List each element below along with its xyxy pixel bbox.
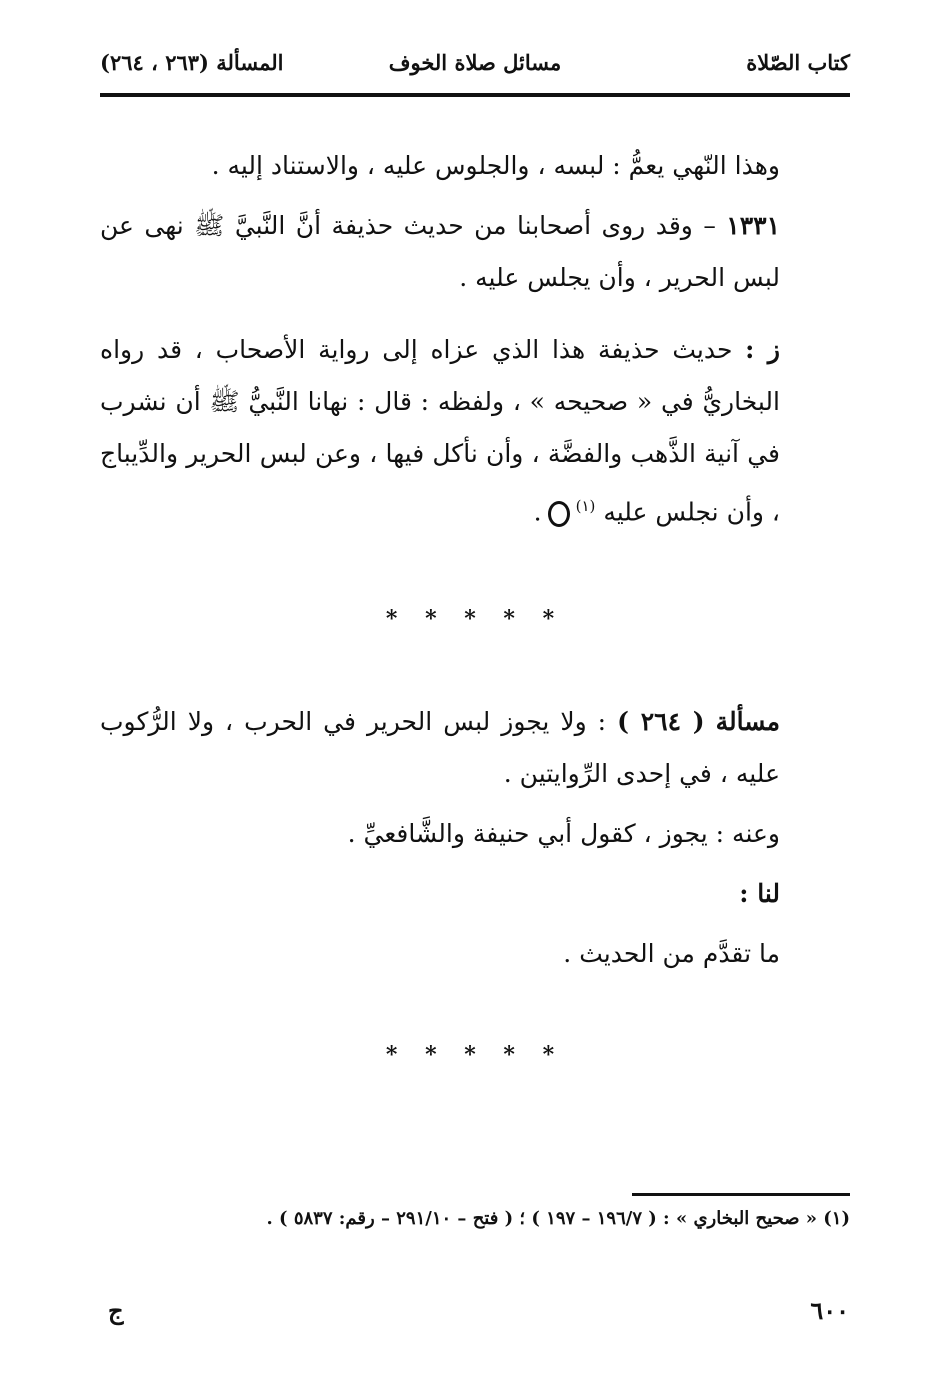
paragraph-our-evidence: لنا : <box>739 879 780 909</box>
section-separator-end: * * * * * <box>385 1042 565 1069</box>
footnote-reference: (١) <box>575 497 596 515</box>
commentary-marker: ز : <box>745 335 780 364</box>
header-divider <box>100 93 850 97</box>
main-text <box>100 140 850 1070</box>
header-book-title: كتاب الصّلاة <box>746 50 850 75</box>
paragraph-commentary <box>100 324 850 538</box>
hadith-number: ١٣٣١ <box>726 211 781 240</box>
paragraph-evidence-text: ما تقدَّم من الحديث . <box>563 939 780 969</box>
commentary-text: حديث حذيفة هذا الذي عزاه إلى رواية الأصحاب ، قد رواه البخاريُّ في « صحيحه » ، ولفظه : قال : نهانا النَّبيُّ ﷺ أن نشرب في آنية الذَّهب والفضَّة ، وأن نأكل فيها ، وعن لبس الحرير والدِّيباج ، وأن نجلس عليه <box>100 335 780 527</box>
issue-text: : ولا يجوز لبس الحرير في الحرب ، ولا الرُّكوب عليه ، في إحدى الرِّوايتين . <box>100 707 780 789</box>
issue-number: ( ٢٦٤ ) <box>617 707 705 737</box>
commentary-end: . <box>533 497 542 527</box>
paragraph-other-narration: وعنه : يجوز ، كقول أبي حنيفة والشَّافعيِّ . <box>347 819 780 849</box>
issue-label: مسألة <box>715 707 780 737</box>
paragraph-issue-264 <box>100 696 850 800</box>
header-chapter-title: مسائل صلاة الخوف <box>388 50 562 75</box>
footnote-divider <box>632 1193 850 1196</box>
footnote: (١) « صحيح البخاري » : ( ١٩٦/٧ – ١٩٧ ) ؛ ( فتح – ٢٩١/١٠ – رقم: ٥٨٣٧ ) . <box>266 1208 850 1229</box>
end-ring-icon <box>548 501 570 527</box>
header-issue-range: المسألة (٢٦٣ ، ٢٦٤) <box>100 50 284 75</box>
signature-mark: ج <box>108 1296 124 1325</box>
page-number: ٦٠٠ <box>810 1296 849 1325</box>
running-header <box>100 42 850 82</box>
section-separator: * * * * * <box>385 606 565 633</box>
paragraph-prohibition: وهذا النّهي يعمُّ : لبسه ، والجلوس عليه ، والاستناد إليه . <box>211 151 780 180</box>
hadith-text: – وقد روى أصحابنا من حديث حذيفة أنَّ النَّبيَّ ﷺ نهى عن لبس الحرير ، وأن يجلس عليه . <box>100 211 780 292</box>
paragraph-hadith-1331 <box>100 200 850 304</box>
